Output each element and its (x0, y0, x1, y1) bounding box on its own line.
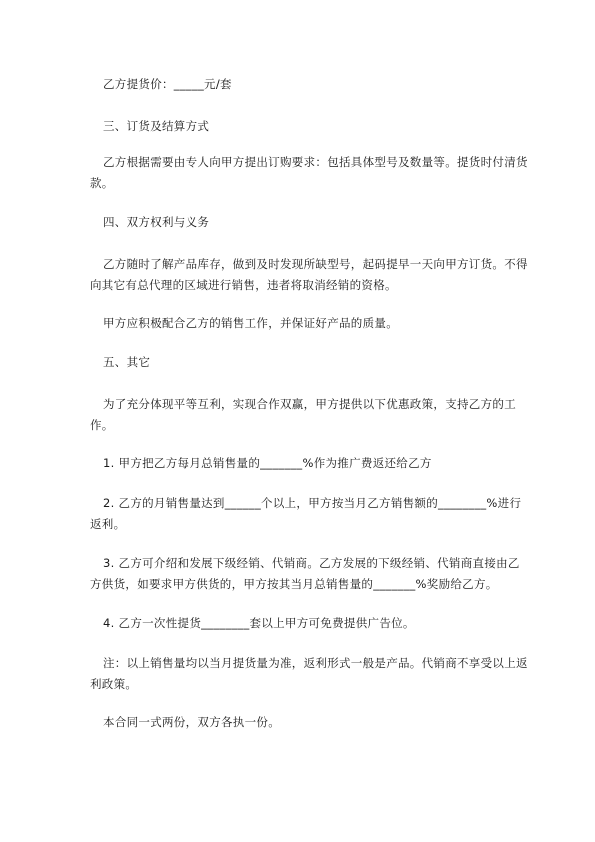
copies-paragraph: 本合同一式两份，双方各执一份。 (103, 715, 280, 729)
policy-item-1: 1. 甲方把乙方每月总销售量的_______%作为推广费返还给乙方 (103, 456, 432, 470)
rights-paragraph-2: 甲方应积极配合乙方的销售工作，并保证好产品的质量。 (103, 316, 398, 330)
ordering-paragraph: 乙方根据需要由专人向甲方提出订购要求：包括具体型号及数量等。提货时付清货款。 (90, 155, 528, 190)
supply-price-line: 乙方提货价：_____元/套 (103, 77, 232, 91)
section-heading-rights: 四、双方权利与义务 (103, 215, 210, 229)
note-paragraph: 注：以上销售量均以当月提货量为准，返利形式一般是产品。代销商不享受以上返利政策。 (90, 656, 528, 691)
policy-item-4: 4. 乙方一次性提货________套以上甲方可免费提供广告位。 (103, 616, 415, 630)
policy-item-2: 2. 乙方的月销售量达到______个以上，甲方按当月乙方销售额的________%进行返利。 (90, 496, 522, 531)
policy-intro-paragraph: 为了充分体现平等互利，实现合作双赢，甲方提供以下优惠政策，支持乙方的工作。 (90, 397, 516, 432)
policy-item-3: 3. 乙方可介绍和发展下级经销、代销商。乙方发展的下级经销、代销商直接由乙方供货，如要求甲方供货的，甲方按其当月总销售量的_______%奖励给乙方。 (90, 556, 520, 591)
section-heading-other: 五、其它 (103, 355, 151, 369)
rights-paragraph-1: 乙方随时了解产品库存，做到及时发现所缺型号，起码提早一天向甲方订货。不得向其它有总代理的区域进行销售，违者将取消经销的资格。 (90, 257, 528, 292)
section-heading-ordering: 三、订货及结算方式 (103, 119, 210, 133)
